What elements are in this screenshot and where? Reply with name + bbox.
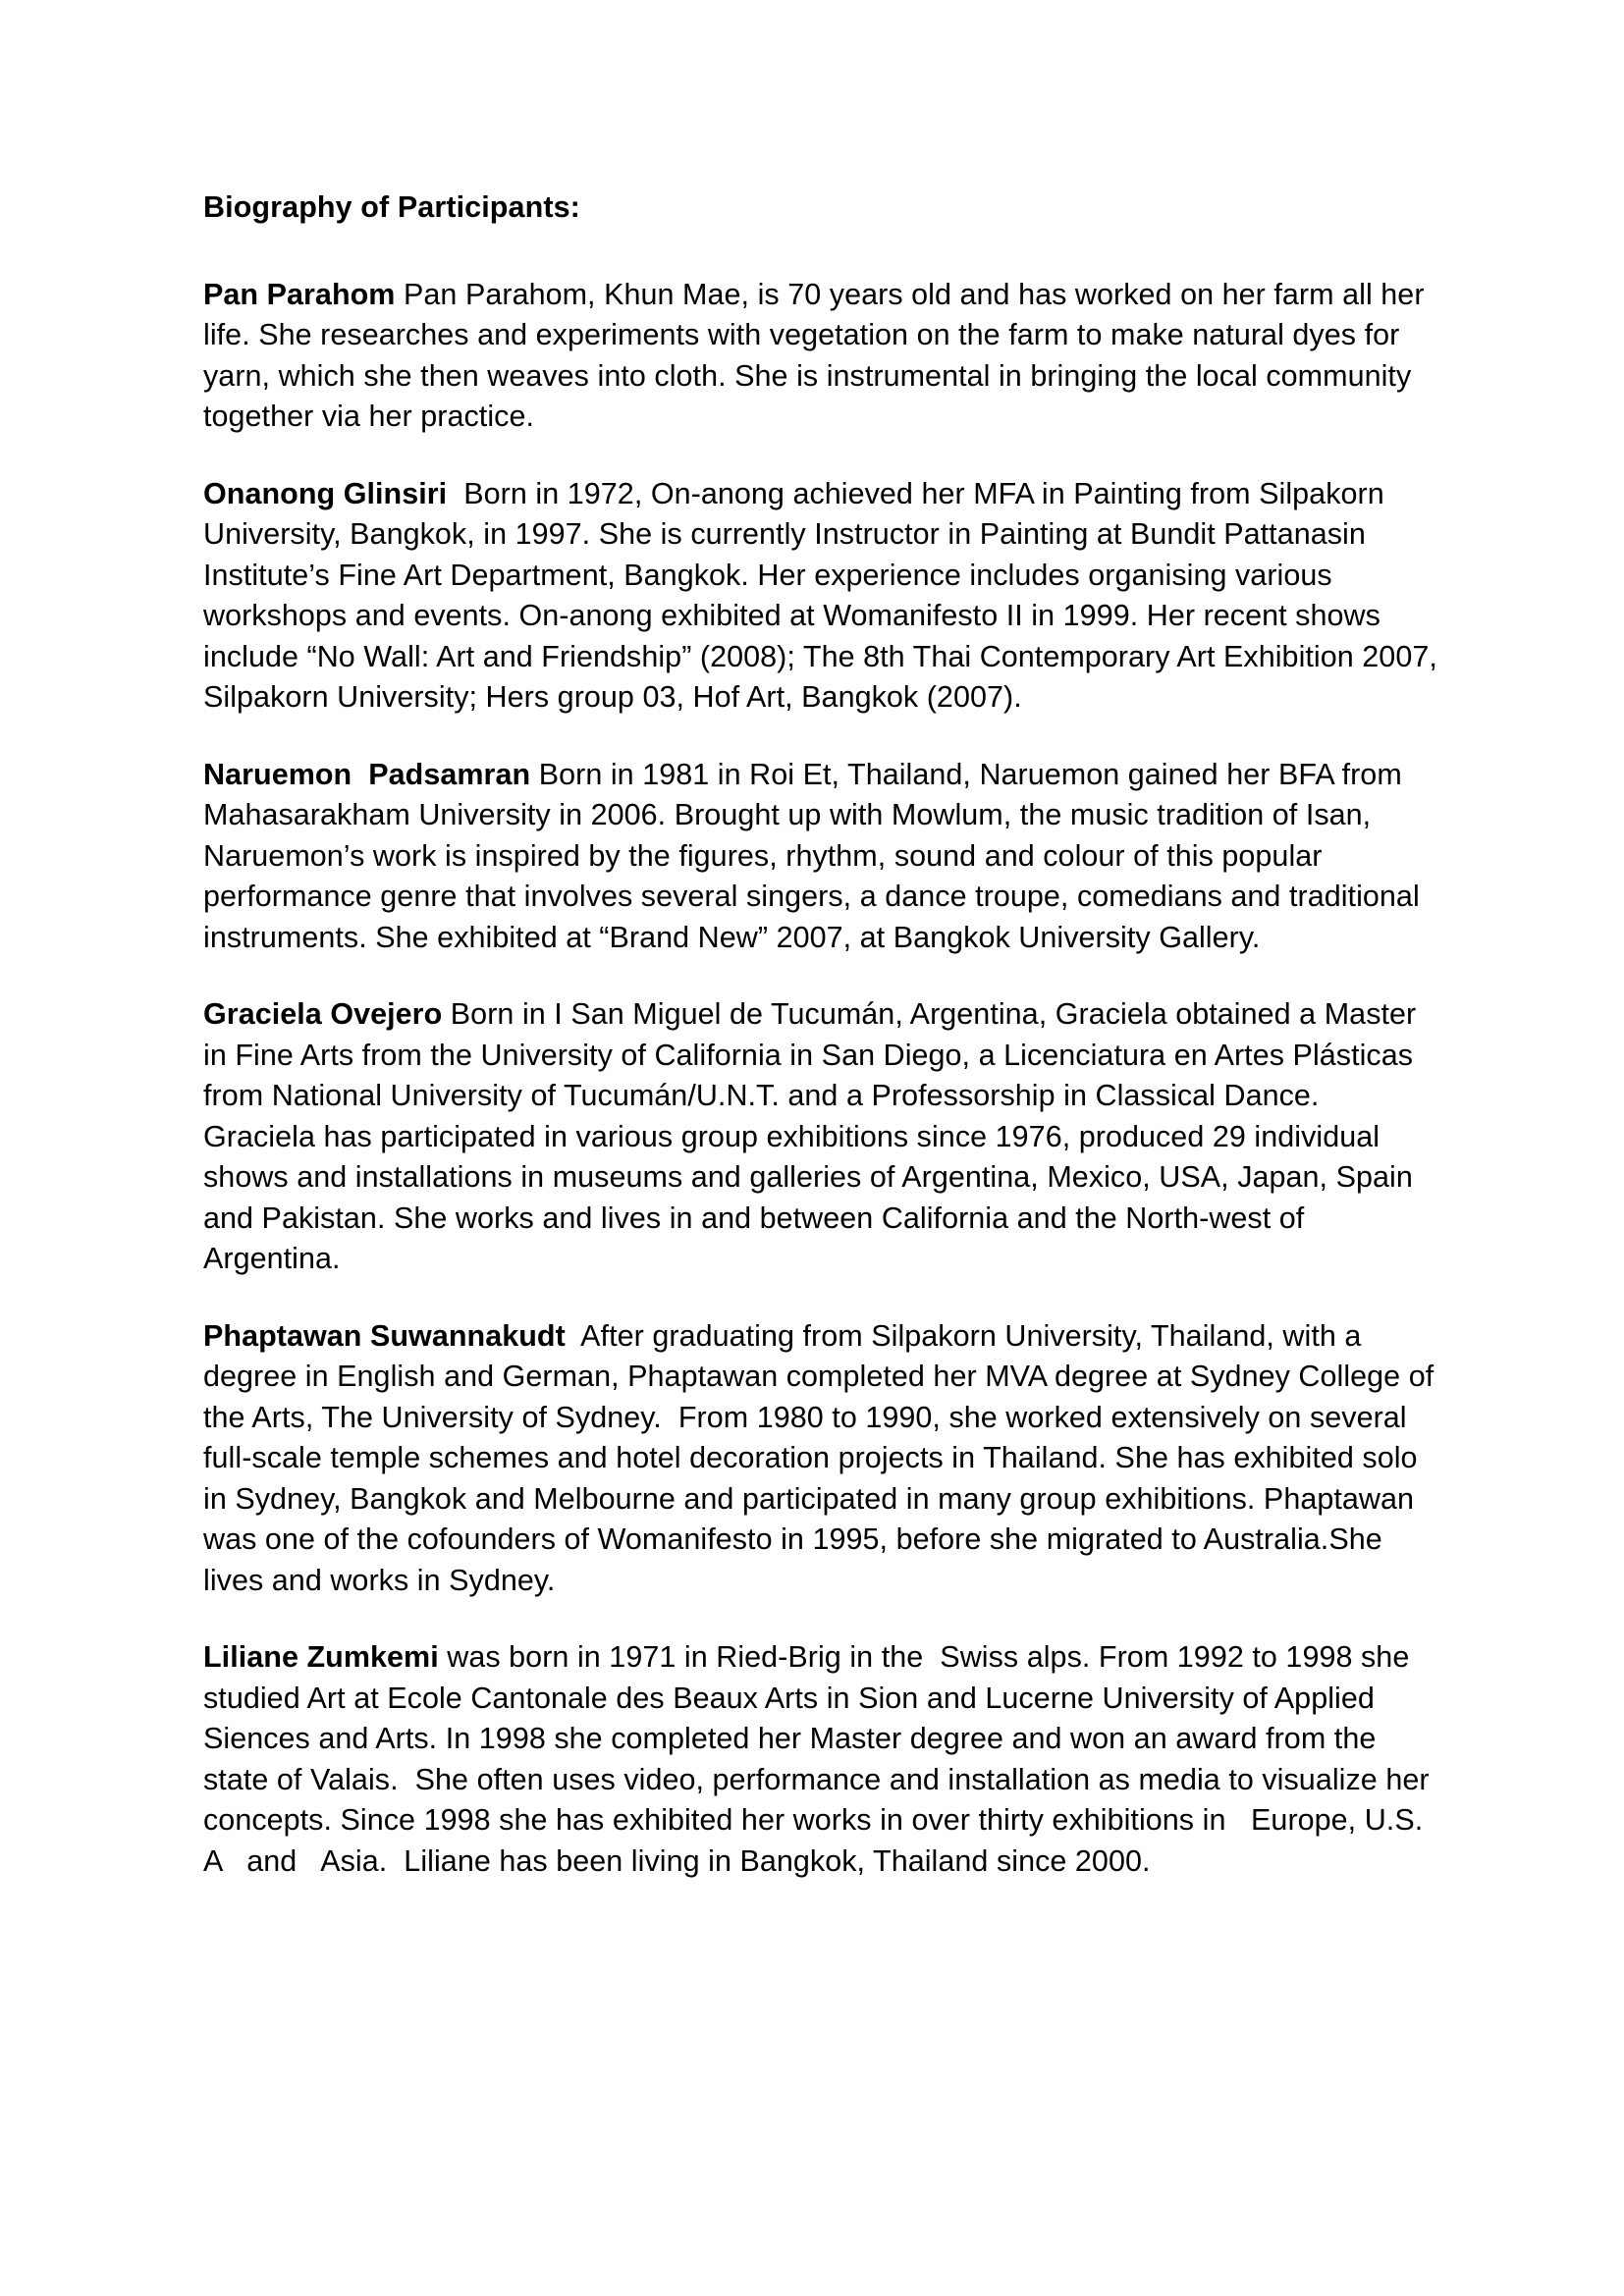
biography-name-liliane-zumkemi: Liliane Zumkemi bbox=[203, 1640, 439, 1674]
biography-paragraph-liliane-zumkemi bbox=[203, 1637, 1438, 1882]
biography-name-phaptawan-suwannakudt: Phaptawan Suwannakudt bbox=[203, 1318, 566, 1353]
paragraph-spacer bbox=[203, 1601, 1438, 1637]
page-title: Biography of Participants: bbox=[203, 190, 580, 224]
biography-text-pan-parahom: Pan Parahom, Khun Mae, is 70 years old and has worked on her farm all her life. She researches and experiments with vegetation on the farm to make natural dyes for yarn, which she then weaves into cloth. She is instrumental in bringing the local community together via her practice. bbox=[203, 277, 1434, 433]
biography-paragraph-naruemon-padsamran bbox=[203, 755, 1438, 959]
biography-text-onanong-glinsiri: Born in 1972, On-anong achieved her MFA in Painting from Silpakorn University, Bangkok, in 1997. She is currently Instructor in Painting at Bundit Pattanasin Institute’s Fine Art Department, Bangkok. Her experience includes organising various workshops and events. On-anong exhibited at Womanifesto II in 1999. Her recent shows include “No Wall: Art and Friendship” (2008); The 8th Thai Contemporary Art Exhibition 2007, Silpakorn University; Hers group 03, Hof Art, Bangkok (2007). bbox=[203, 476, 1446, 714]
document-body bbox=[203, 190, 1446, 1882]
paragraph-spacer bbox=[203, 958, 1438, 994]
title-spacer bbox=[203, 223, 1438, 275]
biography-paragraph-phaptawan-suwannakudt bbox=[203, 1316, 1442, 1602]
biography-text-liliane-zumkemi: was born in 1971 in Ried-Brig in the Swiss alps. From 1992 to 1998 she studied Art at Ecole Cantonale des Beaux Arts in Sion and Lucerne University of Applied Siences and Arts. In 1998 she completed her Master degree and won an award from the state of Valais. She often uses video, performance and installation as media to visualize her concepts. Since 1998 she has exhibited her works in over thirty exhibitions in Europe, U.S. A and Asia. Liliane has been living in Bangkok, Thailand since 2000. bbox=[203, 1640, 1438, 1878]
paragraph-spacer bbox=[203, 438, 1438, 474]
biography-name-pan-parahom: Pan Parahom bbox=[203, 277, 396, 311]
biography-name-graciela-ovejero: Graciela Ovejero bbox=[203, 997, 443, 1031]
paragraph-spacer bbox=[203, 719, 1438, 755]
biography-paragraph-pan-parahom bbox=[203, 275, 1438, 438]
biography-text-naruemon-padsamran: Born in 1981 in Roi Et, Thailand, Naruemon gained her BFA from Mahasarakham University in 2006. Brought up with Mowlum, the music tradition of Isan, Naruemon’s work is inspired by the figures, rhythm, sound and colour of this popular performance genre that involves several singers, a dance troupe, comedians and traditional instruments. She exhibited at “Brand New” 2007, at Bangkok University Gallery. bbox=[203, 757, 1429, 954]
biography-name-naruemon-padsamran: Naruemon Padsamran bbox=[203, 757, 531, 791]
biography-paragraph-graciela-ovejero bbox=[203, 994, 1438, 1280]
paragraph-spacer bbox=[203, 1280, 1438, 1316]
biography-name-onanong-glinsiri: Onanong Glinsiri bbox=[203, 476, 448, 510]
biography-text-graciela-ovejero: Born in I San Miguel de Tucumán, Argentina, Graciela obtained a Master in Fine Arts from the University of California in San Diego, a Licenciatura en Artes Plásticas from National University of Tucumán/U.N.T. and a Professorship in Classical Dance. Graciela has participated in various group exhibitions since 1976, produced 29 individual shows and installations in museums and galleries of Argentina, Mexico, USA, Japan, Spain and Pakistan. She works and lives in and between California and the North-west of Argentina. bbox=[203, 997, 1425, 1275]
biography-paragraph-onanong-glinsiri bbox=[203, 474, 1446, 719]
biography-text-phaptawan-suwannakudt: After graduating from Silpakorn University, Thailand, with a degree in English and German, Phaptawan completed her MVA degree at Sydney College of the Arts, The University of Sydney. From 1980 to 1990, she worked extensively on several full-scale temple schemes and hotel decoration projects in Thailand. She has exhibited solo in Sydney, Bangkok and Melbourne and participated in many group exhibitions. Phaptawan was one of the cofounders of Womanifesto in 1995, before she migrated to Australia.She lives and works in Sydney. bbox=[203, 1318, 1442, 1597]
